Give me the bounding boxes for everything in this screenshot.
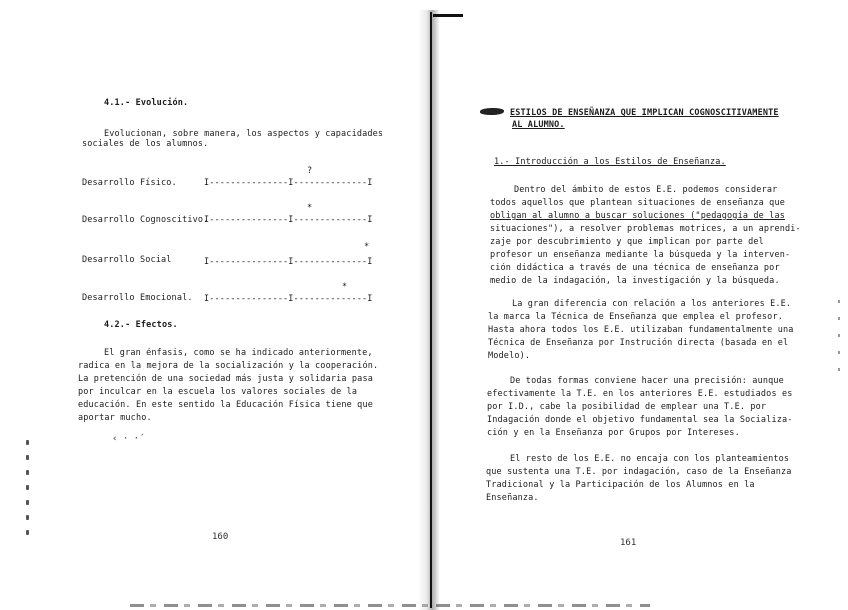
effects-line: aportar mucho. (78, 413, 152, 423)
para1-line: profesor un enseñanza mediante la búsqueda y la interven- (490, 250, 791, 260)
para3-line: ción y en la Enseñanza por Grupos por Intereses. (487, 428, 740, 438)
para1-line: todos aquellos que plantean situaciones de enseñanza que (490, 198, 785, 208)
effects-line: por inculcar en la escuela los valores sociales de la (78, 387, 358, 397)
para3-line: efectivamente la T.E. en los anteriores E.E. estudiados es (487, 389, 793, 399)
scan-bottom-artifact (130, 604, 650, 607)
scale-label-cognoscitivo: Desarrollo Cognoscitivo. (82, 215, 209, 225)
para2-line: la marca la Técnica de Enseñanza que emplea el profesor. (488, 312, 783, 322)
para4-line: Tradicional y la Participación de los Alumnos en la (486, 480, 755, 490)
scale-label-fisico: Desarrollo Físico. (82, 178, 177, 188)
para2-line: Modelo). (488, 351, 531, 361)
para2-line: Hasta ahora todos los E.E. utilizaban fundamentalmente una (488, 325, 794, 335)
intro-line: sociales de los alumnos. (82, 139, 209, 149)
scale-bar-fisico: I---------------I--------------I (204, 178, 373, 188)
para1-line: Dentro del ámbito de estos E.E. podemos considerar (514, 185, 778, 195)
effects-line: La pretención de una sociedad más justa y solidaria pasa (78, 374, 373, 384)
para1-line: situaciones"), a resolver problemas motrices, a un aprendi- (490, 224, 801, 234)
para1-line: obligan al alumno a buscar soluciones ("pedagogía de las (490, 211, 785, 221)
intro-line: Evolucionan, sobre manera, los aspectos y capacidades (104, 129, 384, 139)
section-heading-efectos: 4.2.- Efectos. (104, 320, 178, 330)
subheading-intro (494, 157, 726, 167)
para3-line: De todas formas conviene hacer una precisión: aunque (510, 376, 784, 386)
right-edge-marks (838, 300, 842, 385)
binding-holes (26, 440, 32, 545)
scale-bar-emocional: I---------------I--------------I (204, 294, 373, 304)
scale-bar-cognoscitivo: I---------------I--------------I (204, 215, 373, 225)
chapter-title-line1: ESTILOS DE ENSEÑANZA QUE IMPLICAN COGNOSCITIVAMENTE (510, 108, 779, 118)
chapter-title-line2: AL ALUMNO. (512, 120, 565, 130)
scale-mark-emocional: * (342, 282, 348, 292)
scale-mark-fisico: ? (307, 166, 313, 176)
para1-line: medio de la indagación, la investigación y la búsqueda. (490, 276, 780, 286)
section-heading-evolucion: 4.1.- Evolución. (104, 98, 189, 108)
scale-mark-cognoscitivo: * (307, 203, 313, 213)
scale-bar-social: I---------------I--------------I (204, 257, 373, 267)
para1-line: ción didáctica a través de una técnica de enseñanza por (490, 263, 780, 273)
para1-line: zaje por descubrimiento y que implican por parte del (490, 237, 764, 247)
scale-label-emocional: Desarrollo Emocional. (82, 293, 193, 303)
para4-line: que sustenta una T.E. por indagación, caso de la Enseñanza (486, 467, 792, 477)
page-number-left: 160 (212, 532, 229, 542)
para3-line: por I.D., cabe la posibilidad de emplear una T.E. por (487, 402, 767, 412)
scale-mark-social: * (364, 242, 370, 252)
para4-line: El resto de los E.E. no encaja con los planteamientos (510, 454, 790, 464)
effects-line: radica en la mejora de la socialización y la cooperación. (78, 361, 379, 371)
effects-line: El gran énfasis, como se ha indicado anteriormente, (104, 348, 373, 358)
para2-line: Técnica de Enseñanza por Instrución directa (basada en el (488, 338, 789, 348)
stray-mark: ‹ · ·´ (112, 434, 145, 444)
para4-line: Enseñanza. (486, 493, 539, 503)
effects-line: educación. En este sentido la Educación Física tiene que (78, 400, 373, 410)
subheading-text: 1.- Introducción a los Estilos de Enseñanza. (494, 157, 726, 167)
para2-line: La gran diferencia con relación a los anteriores E.E. (512, 299, 792, 309)
pen-scribble (480, 108, 504, 115)
para3-line: Indagación donde el objetivo fundamental sea la Socializa- (487, 415, 793, 425)
scale-label-social: Desarrollo Social (82, 255, 172, 265)
page-number-right: 161 (620, 538, 637, 548)
